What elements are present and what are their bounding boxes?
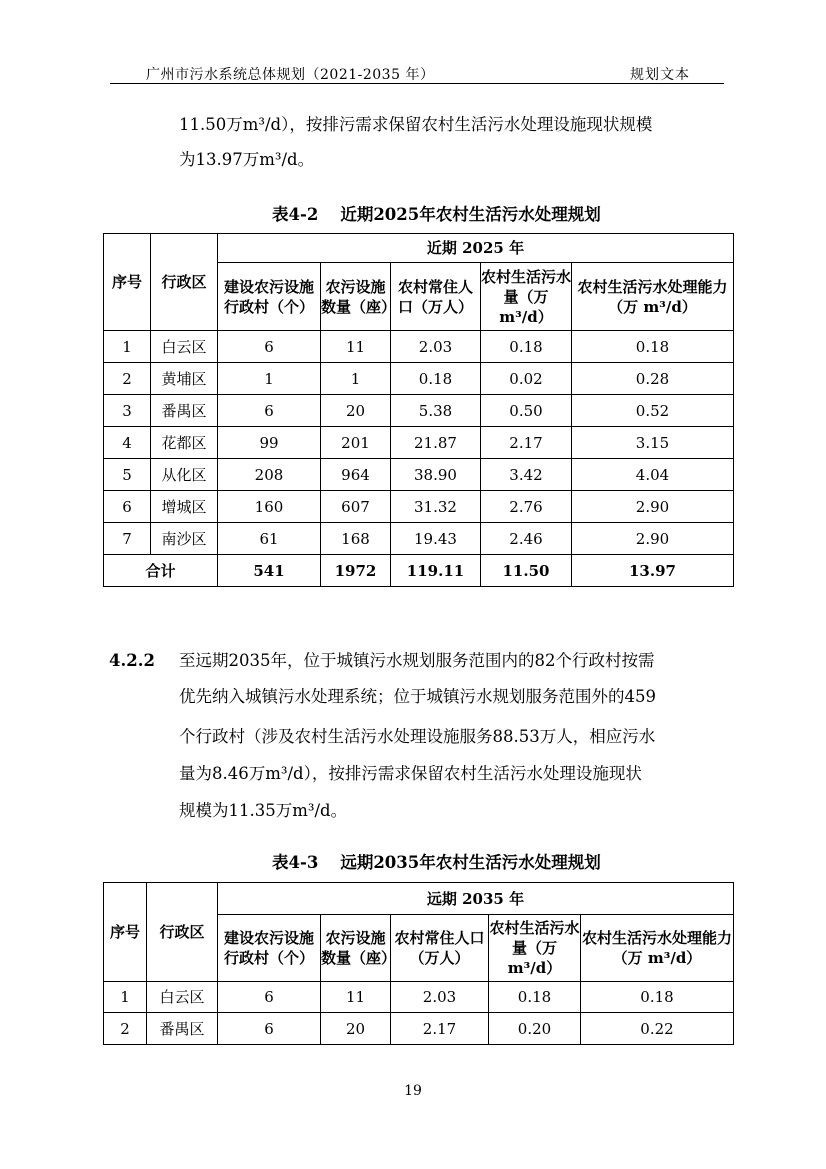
- cell-sewage: 0.50: [481, 395, 572, 427]
- cell-capacity: 0.18: [572, 331, 734, 363]
- table-row: [104, 331, 734, 363]
- table-row: [104, 459, 734, 491]
- cell-capacity: 2.90: [572, 491, 734, 523]
- col-header-capacity: 农村生活污水处理能力（万 m³/d）: [572, 263, 734, 331]
- cell-district: 增城区: [151, 491, 218, 523]
- total-facilities: 1972: [321, 555, 391, 587]
- table-caption-number: 表4-2: [272, 205, 319, 224]
- table-caption-title: 远期2035年农村生活污水处理规划: [340, 853, 601, 872]
- col-header-villages: 建设农污设施行政村（个）: [218, 915, 321, 982]
- col-header-population: 农村常住人口（万人）: [391, 263, 481, 331]
- cell-villages: 6: [218, 982, 321, 1013]
- cell-facilities: 11: [321, 331, 391, 363]
- cell-population: 19.43: [391, 523, 481, 555]
- cell-facilities: 168: [321, 523, 391, 555]
- cell-no: 4: [104, 427, 151, 459]
- cell-facilities: 201: [321, 427, 391, 459]
- cell-facilities: 20: [321, 395, 391, 427]
- total-population: 119.11: [391, 555, 481, 587]
- paragraph-line: 至远期2035年，位于城镇污水规划服务范围内的82个行政村按需: [179, 651, 655, 670]
- cell-capacity: 0.18: [581, 982, 734, 1013]
- cell-district: 南沙区: [151, 523, 218, 555]
- cell-capacity: 0.22: [581, 1013, 734, 1045]
- rural-sewage-table-2035: [103, 882, 734, 1045]
- cell-sewage: 2.76: [481, 491, 572, 523]
- cell-facilities: 11: [321, 982, 391, 1013]
- cell-villages: 6: [218, 395, 321, 427]
- cell-no: 6: [104, 491, 151, 523]
- cell-facilities: 964: [321, 459, 391, 491]
- cell-villages: 160: [218, 491, 321, 523]
- cell-no: 7: [104, 523, 151, 555]
- cell-no: 1: [104, 331, 151, 363]
- cell-population: 2.17: [391, 1013, 489, 1045]
- col-header-district: 行政区: [147, 883, 218, 982]
- col-header-sewage: 农村生活污水量（万 m³/d）: [481, 263, 572, 331]
- total-row: [104, 555, 734, 587]
- cell-district: 番禺区: [151, 395, 218, 427]
- paragraph-line: 优先纳入城镇污水处理系统；位于城镇污水规划服务范围外的459: [179, 687, 656, 706]
- table-row: [104, 491, 734, 523]
- table-row: [104, 1013, 734, 1045]
- col-header-facilities: 农污设施数量（座）: [321, 915, 391, 982]
- total-capacity: 13.97: [572, 555, 734, 587]
- cell-district: 花都区: [151, 427, 218, 459]
- table-row: [104, 523, 734, 555]
- cell-population: 31.32: [391, 491, 481, 523]
- paragraph-line: 为13.97万m³/d。: [179, 150, 315, 169]
- cell-district: 白云区: [147, 982, 218, 1013]
- table-row: [104, 363, 734, 395]
- table-row: [104, 982, 734, 1013]
- cell-sewage: 0.18: [481, 331, 572, 363]
- col-header-no: 序号: [104, 234, 151, 331]
- cell-no: 2: [104, 1013, 147, 1045]
- table-row: [104, 427, 734, 459]
- cell-capacity: 0.28: [572, 363, 734, 395]
- cell-facilities: 607: [321, 491, 391, 523]
- rural-sewage-table-2025: [103, 233, 734, 587]
- cell-facilities: 20: [321, 1013, 391, 1045]
- cell-sewage: 0.18: [489, 982, 581, 1013]
- col-header-capacity: 农村生活污水处理能力（万 m³/d）: [581, 915, 734, 982]
- cell-population: 38.90: [391, 459, 481, 491]
- running-header-doc-type: 规划文本: [630, 67, 690, 83]
- cell-no: 2: [104, 363, 151, 395]
- cell-villages: 208: [218, 459, 321, 491]
- table-caption: [272, 201, 601, 225]
- total-sewage: 11.50: [481, 555, 572, 587]
- cell-capacity: 3.15: [572, 427, 734, 459]
- cell-sewage: 2.46: [481, 523, 572, 555]
- col-header-villages: 建设农污设施行政村（个）: [218, 263, 321, 331]
- table-caption: [272, 849, 601, 873]
- cell-district: 番禺区: [147, 1013, 218, 1045]
- cell-population: 0.18: [391, 363, 481, 395]
- page-number: 19: [404, 1083, 422, 1099]
- paragraph-line: 11.50万m³/d），按排污需求保留农村生活污水处理设施现状规模: [179, 115, 653, 134]
- cell-villages: 1: [218, 363, 321, 395]
- col-header-district: 行政区: [151, 234, 218, 331]
- total-villages: 541: [218, 555, 321, 587]
- cell-population: 5.38: [391, 395, 481, 427]
- cell-no: 5: [104, 459, 151, 491]
- cell-population: 2.03: [391, 331, 481, 363]
- section-number: 4.2.2: [109, 651, 155, 670]
- cell-sewage: 0.02: [481, 363, 572, 395]
- running-header-title: 广州市污水系统总体规划（2021-2035 年）: [146, 67, 435, 83]
- cell-facilities: 1: [321, 363, 391, 395]
- cell-sewage: 3.42: [481, 459, 572, 491]
- cell-population: 21.87: [391, 427, 481, 459]
- col-header-no: 序号: [104, 883, 147, 982]
- header-group: 近期 2025 年: [218, 234, 734, 263]
- paragraph-line: 量为8.46万m³/d），按排污需求保留农村生活污水处理设施现状: [179, 764, 642, 783]
- table-caption-number: 表4-3: [272, 853, 319, 872]
- table-row: [104, 395, 734, 427]
- cell-sewage: 0.20: [489, 1013, 581, 1045]
- cell-district: 从化区: [151, 459, 218, 491]
- table-caption-title: 近期2025年农村生活污水处理规划: [340, 205, 601, 224]
- cell-capacity: 4.04: [572, 459, 734, 491]
- header-group: 远期 2035 年: [218, 883, 734, 915]
- cell-no: 3: [104, 395, 151, 427]
- col-header-population: 农村常住人口（万人）: [391, 915, 489, 982]
- col-header-sewage: 农村生活污水量（万 m³/d）: [489, 915, 581, 982]
- cell-villages: 6: [218, 331, 321, 363]
- cell-capacity: 0.52: [572, 395, 734, 427]
- cell-capacity: 2.90: [572, 523, 734, 555]
- cell-district: 黄埔区: [151, 363, 218, 395]
- cell-no: 1: [104, 982, 147, 1013]
- cell-villages: 6: [218, 1013, 321, 1045]
- total-label: 合计: [104, 555, 218, 587]
- cell-villages: 61: [218, 523, 321, 555]
- col-header-facilities: 农污设施数量（座）: [321, 263, 391, 331]
- paragraph-line: 个行政村（涉及农村生活污水处理设施服务88.53万人，相应污水: [179, 727, 656, 746]
- paragraph-line: 规模为11.35万m³/d。: [179, 801, 348, 820]
- cell-villages: 99: [218, 427, 321, 459]
- cell-sewage: 2.17: [481, 427, 572, 459]
- cell-population: 2.03: [391, 982, 489, 1013]
- header-rule: [110, 83, 724, 84]
- cell-district: 白云区: [151, 331, 218, 363]
